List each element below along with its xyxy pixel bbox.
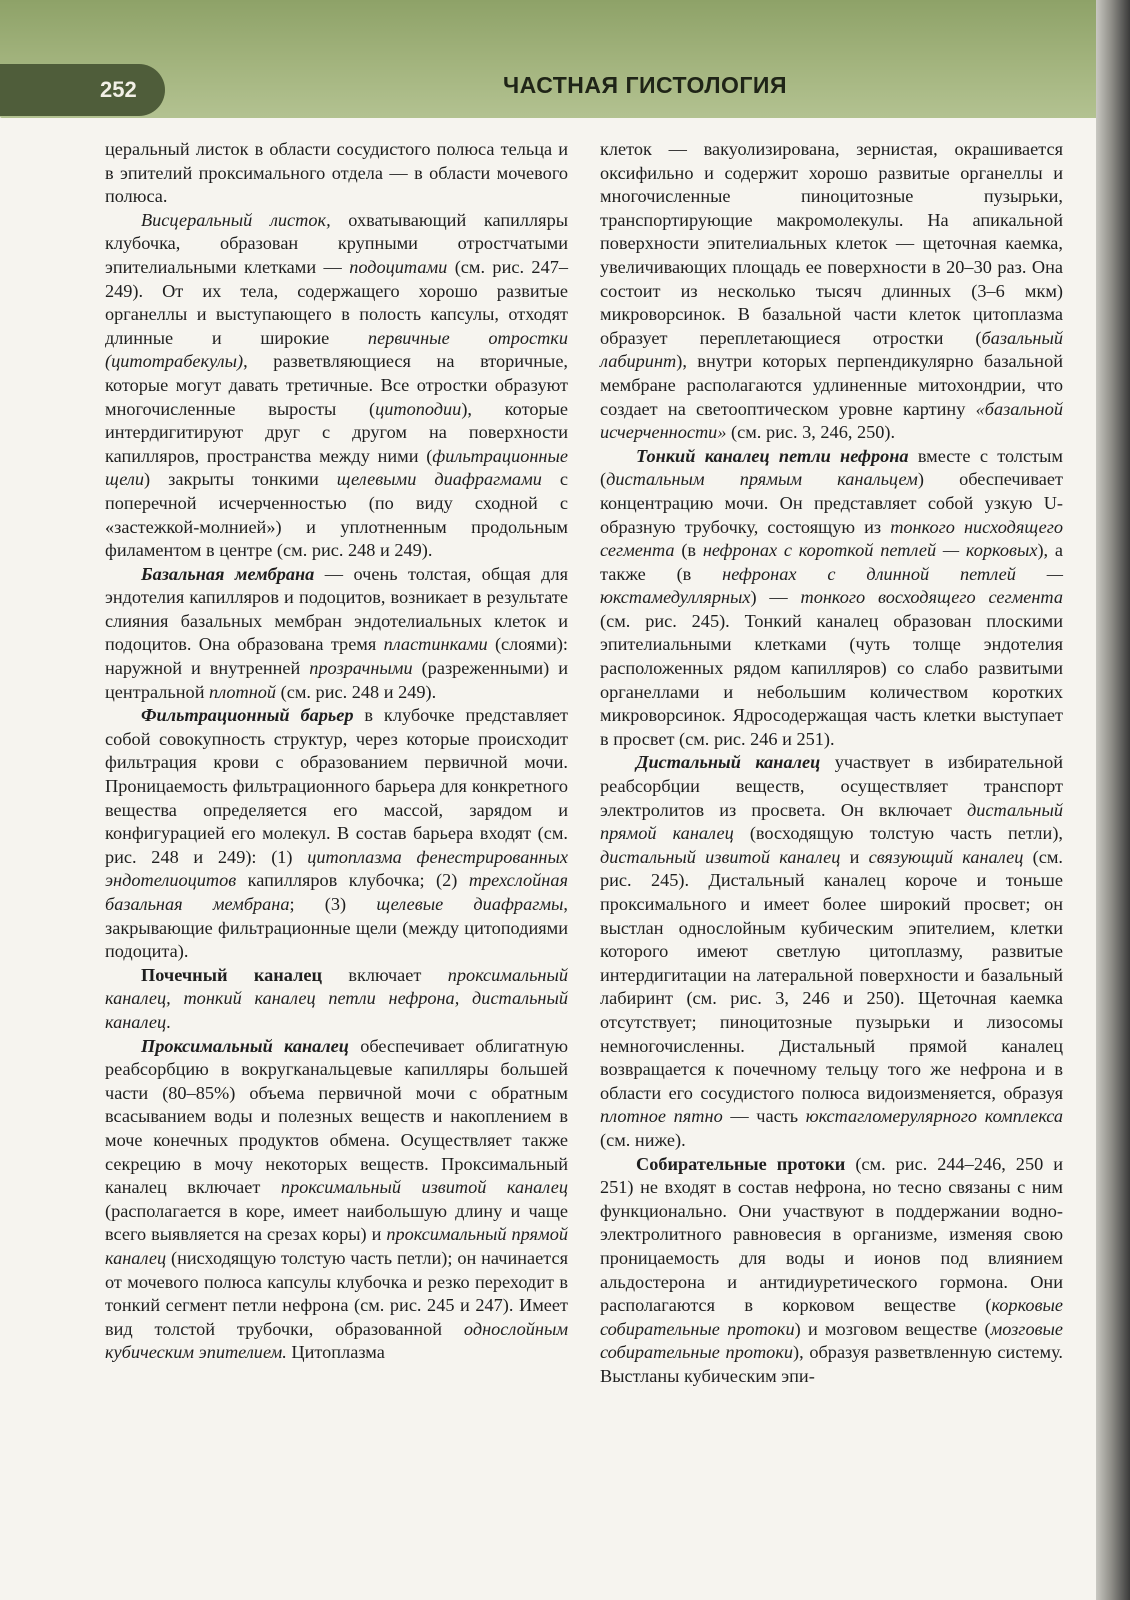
emphasized-term: прозрачными: [309, 658, 413, 679]
emphasized-term: мозговые собирательные протоки: [600, 1318, 1064, 1363]
emphasized-term: дистальный извитой каналец: [600, 846, 841, 867]
text-run: (восходящую толстую часть петли),: [733, 823, 1063, 844]
paragraph: [600, 751, 1063, 1152]
emphasized-term: Фильтрационный барьер: [141, 705, 354, 726]
paragraph: [105, 563, 568, 705]
emphasized-term: однослойным кубическим эпителием.: [105, 1318, 568, 1363]
paragraph: [105, 1035, 568, 1365]
text-run: ), внутри которых перпендикулярно базальной мембране располагаются удлиненные митохондрии, что создает на светооптическом уровне картину: [600, 351, 1063, 419]
text-run: Цитоплазма: [286, 1342, 385, 1363]
paragraph: [600, 445, 1063, 752]
text-run: (см. рис. 3, 246, 250).: [726, 422, 896, 443]
text-run: , разветвляющиеся на вторичные, которые могут давать третичные. Все отростки образуют многочисленные выросты (: [105, 351, 568, 419]
text-run: участвует в избирательной реабсорбции веществ, осуществляет транспорт электролитов из просвета. Он включает: [600, 752, 1064, 820]
text-run: охватывающий капилляры клубочка, образован крупными отростчатыми эпителиальными клетками —: [105, 209, 568, 277]
text-run: церальный листок в области сосудистого полюса тельца и в эпителий проксимального отдела — в области мочевого полюса.: [105, 139, 568, 207]
book-spine-shadow: [1096, 0, 1130, 1600]
text-run: ), образуя разветвленную систему. Выстланы кубическим эпи-: [600, 1342, 1063, 1386]
emphasized-term: первичные отростки (цитотрабекулы): [105, 327, 568, 372]
emphasized-term: тонкого нисходящего сегмента: [600, 516, 1063, 561]
text-run: — часть: [722, 1106, 806, 1127]
emphasized-term: Собирательные протоки: [636, 1153, 846, 1174]
text-run: (см. рис. 245). Дистальный каналец короче и тоньше проксимального и имеет более широкий просвет; он выстлан однослойным кубическим эпителием, клетки которого имеют светлую цитоплазму, развитые интердигитации на латеральной поверхности и базальный лабиринт (см. рис. 3, 246 и 250). Щеточная каемка отсутствует; пиноцитозные пузырьки и лизосомы немногочисленны. Дистальный прямой каналец возвращается к почечному тельцу того же нефрона и в области его сосудистого полюса видоизменяется, образуя: [600, 846, 1063, 1103]
paragraph: [105, 138, 568, 209]
paragraph: [600, 1153, 1063, 1389]
text-run: капилляров клубочка; (2): [236, 870, 469, 891]
paragraph: [600, 138, 1063, 445]
emphasized-term: Почечный каналец: [141, 964, 323, 985]
right-text-column: [600, 138, 1063, 1388]
text-run: (нисходящую толстую часть петли); он начинается от мочевого полюса капсулы клубочка и резко переходит в тонкий сегмент петли нефрона (см. рис. 245 и 247). Имеет вид толстой трубочки, образованной: [105, 1247, 568, 1339]
emphasized-term: щелевые диафрагмы: [376, 894, 564, 914]
text-run: (в: [674, 540, 703, 561]
text-run: и: [840, 846, 869, 867]
text-run: ) закрыты тонкими: [144, 469, 337, 490]
emphasized-term: корковые собирательные протоки: [600, 1295, 1063, 1339]
text-run: ) обеспечивает концентрацию мочи. Он представляет собой узкую U-образную трубочку, состоящую из: [600, 469, 1063, 537]
emphasized-term: проксимальный прямой каналец: [105, 1224, 569, 1268]
emphasized-term: нефронах с длинной петлей — юкстамедуллярных: [600, 563, 1063, 608]
text-run: — очень толстая, общая для эндотелия капилляров и подоцитов, возникает в результате слияния базальных мембран эндотелиальных клеток и подоцитов. Она образована тремя: [105, 563, 568, 655]
text-run: включает: [322, 964, 448, 985]
emphasized-term: дистальный прямой каналец: [600, 799, 1063, 844]
text-run: (см. рис. 245). Тонкий каналец образован плоскими эпителиальными клетками (чуть толще эндотелия расположенных рядом капилляров) со слабо развитыми органеллами и небольшим количеством коротких микроворсинок. Ядросодержащая часть клетки выступает в просвет (см. рис. 246 и 251).: [600, 610, 1063, 749]
text-run: (см. ниже).: [600, 1129, 686, 1150]
page-header-band: [0, 0, 1096, 118]
emphasized-term: Висцеральный листок,: [141, 209, 331, 230]
emphasized-term: Дистальный каналец: [636, 752, 821, 773]
emphasized-term: щелевыми диафрагмами: [336, 469, 542, 490]
emphasized-term: трехслойная базальная мембрана: [105, 870, 568, 914]
text-run: ), которые интердигитируют друг с другом на поверхности капилляров, пространства между ними (: [105, 398, 568, 466]
left-text-column: [105, 138, 568, 1365]
text-run: (см. рис. 247–249). От их тела, содержащего хорошо развитые органеллы и выступающего в полость капсулы, отходят длинные и широкие: [105, 256, 568, 348]
text-run: , закрывающие фильтрационные щели (между цитоподиями подоцита).: [105, 894, 568, 962]
text-run: (см. рис. 248 и 249).: [276, 681, 437, 702]
emphasized-term: Тонкий каналец петли нефрона: [636, 445, 909, 466]
text-run: ), а также (в: [600, 540, 1063, 584]
text-run: (разреженными) и центральной: [105, 658, 568, 702]
text-run: ) и мозговом веществе (: [794, 1318, 991, 1339]
text-run: ; (3): [289, 894, 377, 914]
emphasized-term: нефронах с короткой петлей — корковых: [702, 540, 1038, 561]
emphasized-term: подоцитами: [349, 256, 448, 277]
emphasized-term: фильтрационные щели: [105, 445, 568, 490]
text-run: (см. рис. 244–246, 250 и 251) не входят в состав нефрона, но тесно связаны с ним функционально. Они участвуют в поддержании водно-электролитного равновесия в организме, изменяя свою проницаемость для воды и ионов под влиянием альдостерона и антидиуретического гормона. Они располагаются в корковом веществе (: [600, 1153, 1063, 1316]
emphasized-term: Базальная мембрана: [141, 563, 315, 584]
paragraph: [105, 964, 568, 1035]
emphasized-term: дистальным прямым канальцем: [606, 469, 918, 490]
text-run: клеток — вакуолизирована, зернистая, окрашивается оксифильно и содержит хорошо развитые органеллы и многочисленные пиноцитозные пузырьки, транспортирующие макромолекулы. На апикальной поверхности эпителиальных клеток — щеточная каемка, увеличивающих площадь ее поверхности в 20–30 раз. Она состоит из несколько тысяч длинных (3–6 мкм) микроворсинок. В базальной части клеток цитоплазма образует переплетающиеся отростки (: [600, 139, 1063, 348]
text-run: в клубочке представляет собой совокупность структур, через которые происходит фильтрация крови с образованием первичной мочи. Проницаемость фильтрационного барьера для конкретного вещества определяется его массой, зарядом и конфигурацией его молекул. В состав барьера входят (см. рис. 248 и 249): (1): [105, 705, 569, 867]
emphasized-term: плотное пятно: [600, 1106, 723, 1127]
running-title: ЧАСТНАЯ ГИСТОЛОГИЯ: [503, 72, 787, 98]
emphasized-term: пластинками: [383, 634, 488, 655]
emphasized-term: плотной: [209, 681, 277, 702]
text-run: .: [166, 1011, 171, 1032]
emphasized-term: юкстагломерулярного комплекса: [805, 1106, 1064, 1127]
emphasized-term: проксимальный каналец, тонкий каналец петли нефрона, дистальный каналец: [105, 964, 568, 1032]
text-run: с поперечной исчерченностью (по виду сходной с «застежкой-молнией») и уплотненным продольным филаментом в центре (см. рис. 248 и 249).: [105, 469, 568, 561]
paragraph: [105, 704, 568, 964]
text-run: ) —: [750, 587, 801, 608]
emphasized-term: базальный лабиринт: [600, 327, 1063, 372]
emphasized-term: связующий каналец: [868, 846, 1024, 867]
paragraph: [105, 209, 568, 563]
emphasized-term: тонкого восходящего сегмента: [800, 587, 1063, 608]
emphasized-term: проксимальный извитой каналец: [280, 1177, 568, 1198]
text-run: обеспечивает облигатную реабсорбцию в вокругканальцевые капилляры большей части (80–85%) объема первичной мочи с обратным всасыванием воды и полезных веществ и накоплением в моче конечных продуктов обмена. Осуществляет также секрецию в мочу некоторых веществ. Проксимальный каналец включает: [105, 1035, 568, 1198]
emphasized-term: цитоподии: [375, 398, 462, 419]
page-number: 252: [0, 64, 165, 116]
emphasized-term: «базальной исчерченности»: [600, 398, 1063, 443]
text-run: (располагается в коре, имеет наибольшую длину и чаще всего выявляется на срезах коры) и: [105, 1200, 568, 1245]
emphasized-term: цитоплазма фенестрированных эндотелиоцитов: [105, 846, 568, 891]
text-run: (слоями): наружной и внутренней: [105, 634, 568, 679]
text-run: вместе с толстым (: [600, 445, 1063, 490]
emphasized-term: Проксимальный каналец: [141, 1035, 349, 1056]
